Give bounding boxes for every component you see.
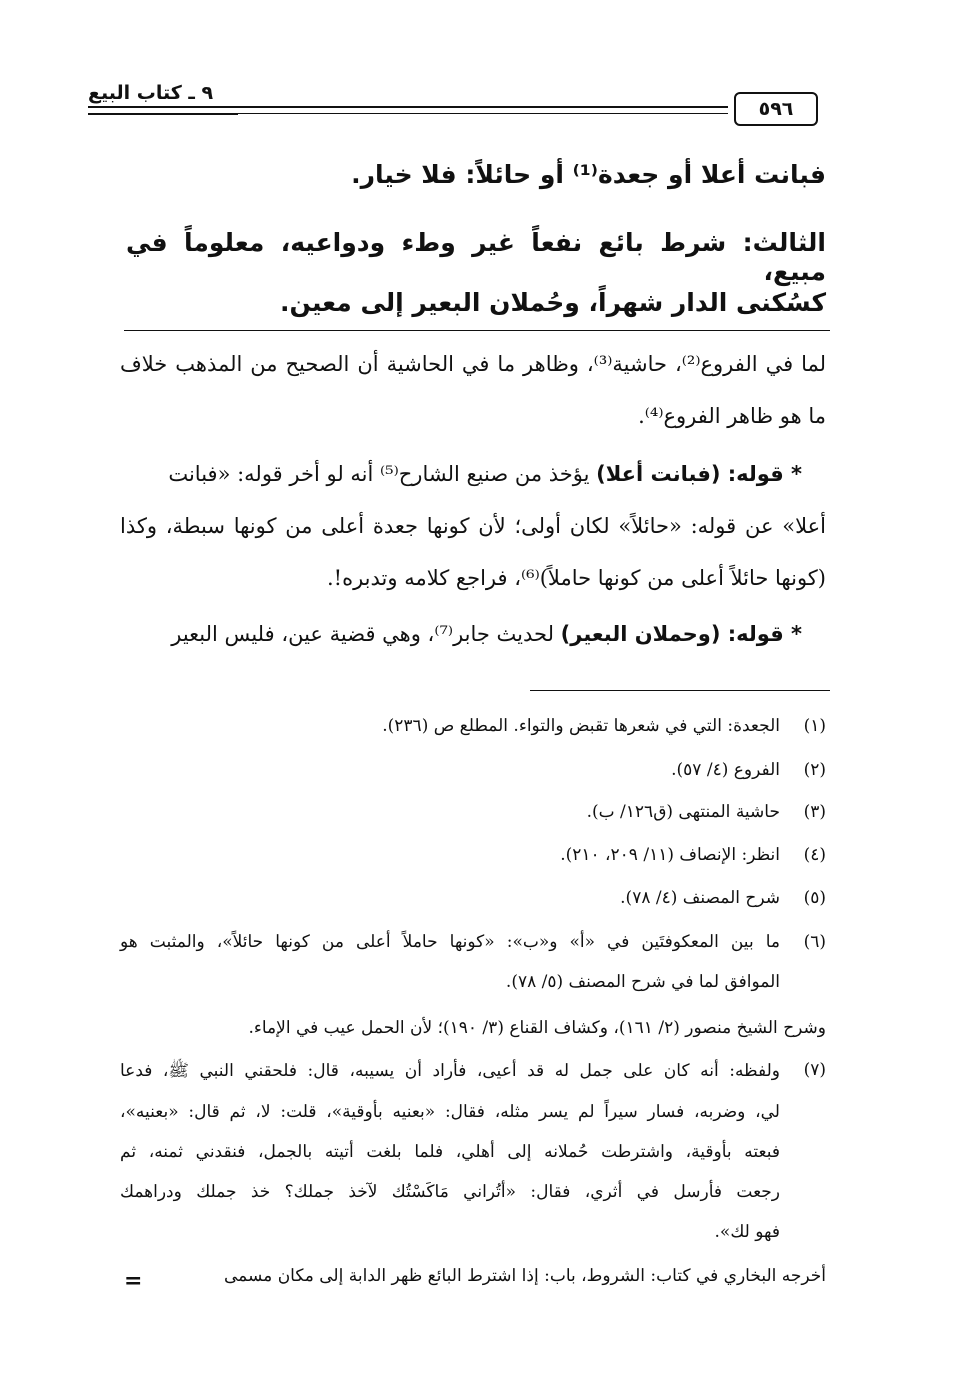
matn-divider	[124, 330, 830, 331]
commentary-text: يؤخذ من صنيع الشارح⁽⁵⁾ أنه لو أخر قوله: «فبانت	[168, 462, 597, 486]
footnote-number: (٥)	[803, 888, 826, 908]
footnote-continuation: فبعته بأوقية، واشترطت حُملانه إلى أهلي، فلما بلغت أتيته بالجمل، فنقدني ثمنه، ثم	[120, 1142, 780, 1162]
commentary-line: (كونها حائلاً أعلى من كونها حاملاً)⁽⁶⁾، فراجع كلامه وتدبره!.	[326, 566, 826, 590]
footnote-continuation: الموافق لما في شرح المصنف (٥/ ٧٨).	[505, 972, 780, 992]
page-header	[88, 82, 828, 128]
matn-line-1: فبانت أعلا أو جعدة⁽¹⁾ أو حائلاً: فلا خيار.	[351, 160, 826, 189]
footnote-number: (١)	[803, 716, 826, 736]
commentary-paragraph-3-line-1	[120, 622, 802, 646]
footnote-number: (٧)	[803, 1060, 826, 1080]
commentary-line: أعلا» عن قوله: «حائلاً» لكان أولى؛ لأن كونها جعدة أعلى من كونها سبطة، وكذا	[120, 514, 826, 538]
footnote-text: ولفظه: أنه كان على جمل له قد أعيى، فأراد أن يسيبه، قال: فلحقني النبي ﷺ، فدعا	[120, 1061, 780, 1081]
footnote-continuation: وشرح الشيخ منصور (٢/ ١٦١)، وكشاف القناع (٣/ ١٩٠)؛ لأن الحمل عيب في الإماء.	[248, 1018, 826, 1038]
continuation-mark: =	[124, 1268, 143, 1294]
footnote-number: (٤)	[803, 845, 826, 865]
footnote-continuation: رجعت فأرسل في أثري، فقال: «أتُراني مَاكَسْتُك لآخذ جملك؟ خذ جملك ودراهمك	[120, 1182, 780, 1202]
chapter-underline	[88, 114, 238, 115]
commentary-line: ما هو ظاهر الفروع⁽⁴⁾.	[638, 404, 826, 428]
page-number: ٥٩٦	[734, 92, 818, 126]
matn-line-3: كسُكنى الدار شهراً، وحُملان البعير إلى معين.	[279, 288, 826, 317]
footnote-continuation: لي، وضربه، فسار سيراً لم يسر مثله، فقال: «بعنيه بأوقية»، قلت: لا، ثم قال: «بعنيه»،	[120, 1102, 780, 1122]
commentary-paragraph-2-line-1	[120, 462, 802, 486]
footnote-number: (٢)	[803, 760, 826, 780]
commentary-lead: * قوله: (فبانت أعلا)	[596, 462, 802, 486]
footnote-text: الفروع (٤/ ٥٧).	[671, 760, 780, 780]
footnote-text: انظر: الإنصاف (١١/ ٢٠٩، ٢١٠).	[560, 845, 780, 865]
footnote-text: حاشية المنتهى (ق١٢٦/ ب).	[586, 802, 780, 822]
chapter-title: ٩ ـ كتاب البيع	[88, 82, 219, 104]
footnote-continuation: فهو لك».	[714, 1222, 780, 1242]
footnote-number: (٣)	[803, 802, 826, 822]
footnote-text: ما بين المعكوفتَين في «أ» و«ب»: «كونها حاملاً أعلى من كونها حائلاً»، والمثبت هو	[120, 932, 780, 952]
footnote-number: (٦)	[803, 932, 826, 952]
commentary-line: لما في الفروع⁽²⁾، حاشية⁽³⁾، وظاهر ما في الحاشية أن الصحيح من المذهب خلاف	[120, 352, 827, 376]
footnote-text: الجعدة: التي في شعرها تقبض والتواء. المطلع ص (٢٣٦).	[382, 716, 780, 736]
footnote-continuation: أخرجه البخاري في كتاب: الشروط، باب: إذا اشترط البائع ظهر الدابة إلى مكان مسمى	[224, 1266, 826, 1286]
matn-line-2: الثالث: شرط بائع نفعاً غير وطء ودواعيه، معلوماً في مبيع،	[126, 228, 826, 286]
footnote-text: شرح المصنف (٤/ ٧٨).	[620, 888, 780, 908]
footnote-divider	[530, 690, 830, 691]
commentary-text: لحديث جابر⁽⁷⁾، وهي قضية عين، فليس البعير	[171, 622, 561, 646]
commentary-lead: * قوله: (وحملان البعير)	[560, 622, 802, 646]
header-rule	[88, 106, 728, 108]
